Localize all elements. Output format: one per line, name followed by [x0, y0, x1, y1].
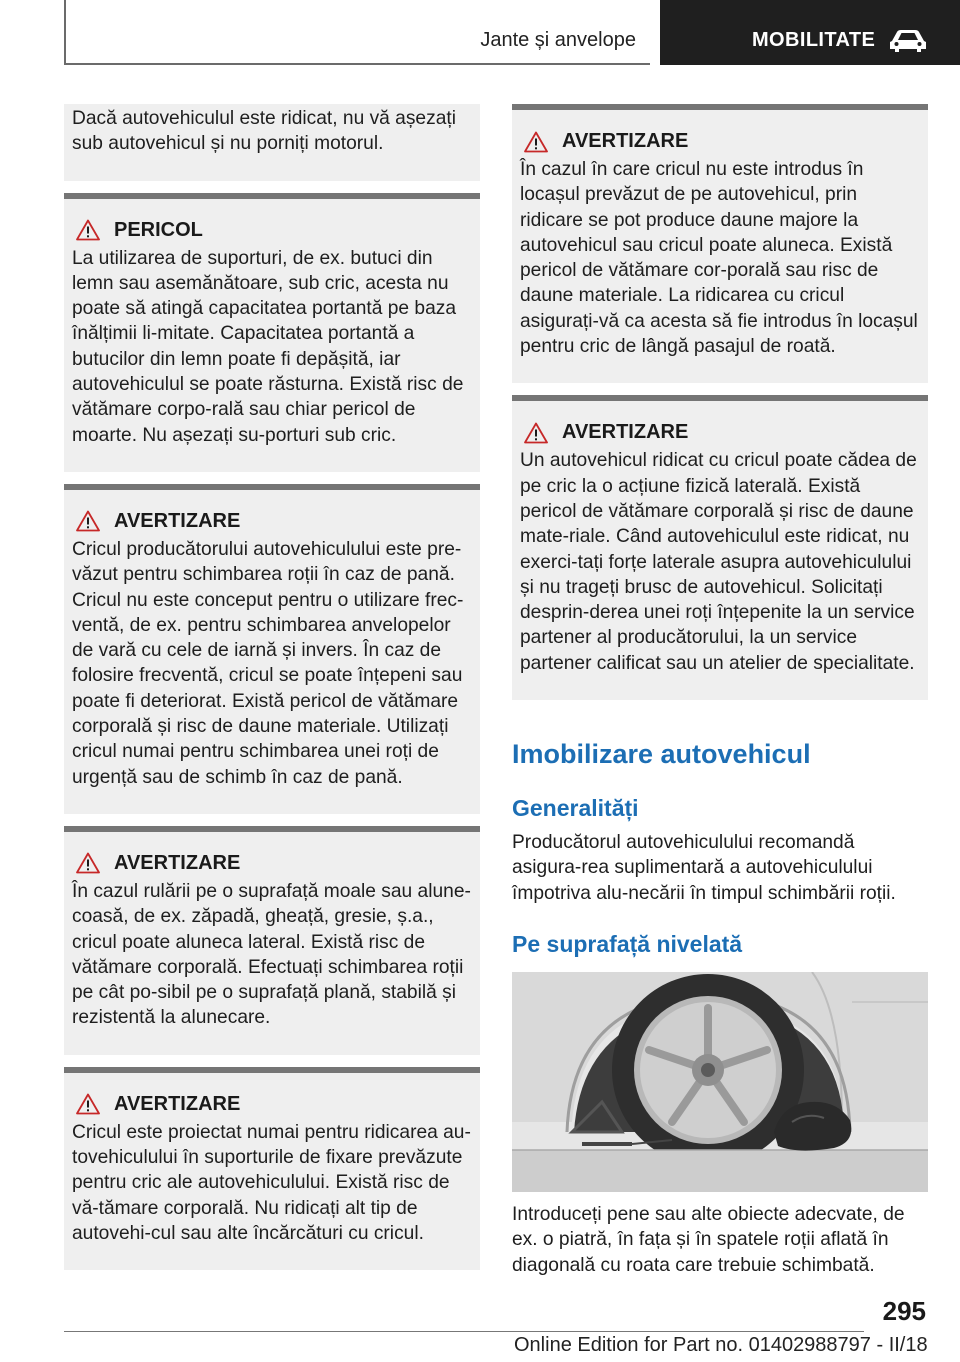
- warning-title-row: [520, 130, 920, 153]
- wheel-chock-illustration-graphic: [512, 972, 928, 1192]
- header-section-title: Jante și anvelope: [480, 29, 636, 51]
- note-box: [64, 104, 480, 181]
- warning-text: În cazul rulării pe o suprafață moale sau alune-coasă, de ex. zăpadă, gheață, gresie, ș.a., cricul poate aluneca lateral. Există risc de vătămare corporală. Efectuați schimbarea roții pe cât po-sibil pe o suprafață plană, stabilă și rezistentă la alunecare.: [72, 880, 471, 1029]
- footer-rule: [64, 1331, 864, 1332]
- warning-title-row: [72, 1093, 472, 1116]
- header-chapter-title: MOBILITATE: [752, 29, 876, 51]
- warning-text: Un autovehicul ridicat cu cricul poate cădea de pe cric la o acțiune fizică laterală. Există pericol de vătămare corporală și risc de daune mate-riale. Când autovehiculul este ridicat, nu exerci-tați forțe laterale asupra autovehiculului și nu trageți brusc de autovehicul. Solicitați desprin-derea unei roți înțepenite la un service partener al producătorului, la un service partener calificat sau un atelier de specialitate.: [520, 450, 917, 674]
- warning-title-row: [520, 421, 920, 444]
- warning-triangle-icon: [76, 852, 100, 874]
- header-chapter-bar: [660, 0, 960, 65]
- warning-box: [512, 395, 928, 700]
- warning-title: AVERTIZARE: [114, 509, 241, 532]
- warning-box: [64, 826, 480, 1055]
- warning-triangle-icon: [76, 510, 100, 532]
- warning-title: AVERTIZARE: [114, 851, 241, 874]
- warning-triangle-icon: [524, 131, 548, 153]
- warning-box: [64, 484, 480, 814]
- warning-triangle-icon: [76, 1093, 100, 1115]
- warning-box: [512, 104, 928, 383]
- warning-triangle-icon: [524, 422, 548, 444]
- section-heading: Imobilizare autovehicul: [512, 739, 811, 770]
- warning-title: AVERTIZARE: [114, 1092, 241, 1115]
- subheading-level-surface: Pe suprafață nivelată: [512, 930, 743, 957]
- warning-title: AVERTIZARE: [562, 130, 689, 152]
- note-text: Dacă autovehiculul este ridicat, nu vă așezați sub autovehicul și nu porniți motorul.: [72, 108, 456, 155]
- car-icon: [888, 28, 928, 54]
- warning-triangle-icon: [76, 219, 100, 241]
- edition-text: Online Edition for Part no. 01402988797 - II/18: [514, 1334, 928, 1356]
- warning-box: [64, 1067, 480, 1270]
- warning-text: Cricul producătorului autovehiculului este pre-văzut pentru schimbarea roții în caz de pană. Cricul nu este conceput pentru o utilizare frec-ventă, de ex. pentru schimbarea anvelopelor de vară cu cele de iarnă și invers. În caz de folosire frecventă, cricul se poate înțepeni sau poate fi deteriorat. Există pericol de vătămare corporală și risc de daune materiale. Utilizați cricul numai pentru schimbarea unei roți de urgență sau de schimb în caz de pană.: [72, 538, 464, 788]
- danger-title: PERICOL: [114, 218, 203, 241]
- warning-title-row: [72, 510, 472, 533]
- warning-title-row: [72, 852, 472, 875]
- warning-text: În cazul în care cricul nu este introdus în locașul prevăzut de pe autovehicul, prin ridicare se pot produce daune majore la autovehicul sau cricul poate aluneca. Există pericol de vătămare cor-porală sau risc de daune materiale. La ridicarea cu cricul asigurați-vă ca acesta să fie introdus în locașul pentru cric de lângă pasajul de roată.: [520, 159, 918, 358]
- danger-box: [64, 193, 480, 472]
- danger-title-row: [72, 219, 472, 242]
- general-text: Producătorul autovehiculului recomandă asigura-rea suplimentară a autovehiculului împotriva alu-necării în timpul schimbării roții.: [512, 832, 896, 904]
- header-section-bar: [64, 0, 650, 65]
- warning-title: AVERTIZARE: [562, 421, 689, 444]
- wheel-chock-illustration: [512, 972, 928, 1192]
- warning-text: Cricul este proiectat numai pentru ridicarea au-tovehiculului în suporturile de fixare prevăzute pentru cric ale autovehiculului. Există risc de vă-tămare corporală. Nu ridicați alt tip de autovehi-cul sau alte încărcături cu cricul.: [72, 1121, 471, 1244]
- page-number: 295: [882, 1296, 926, 1326]
- illustration-caption: Introduceți pene sau alte obiecte adecvate, de ex. o piatră, în fața și în spatele roții aflată în diagonală cu roata care trebuie schimbată.: [512, 1203, 905, 1276]
- right-column: [512, 104, 928, 1278]
- subheading-general: Generalități: [512, 795, 639, 822]
- left-column: [64, 104, 480, 1282]
- danger-text: La utilizarea de suporturi, de ex. butuci din lemn sau asemănătoare, sub cric, acesta nu poate să atingă capacitatea portantă pe baza înălțimii li-mitate. Capacitatea portantă a butucilor din lemn poate fi depășită, iar autovehiculul se poate răsturna. Există risc de vătămare corpo-rală sau chiar pericol de moarte. Nu așezați su-porturi sub cric.: [72, 247, 464, 446]
